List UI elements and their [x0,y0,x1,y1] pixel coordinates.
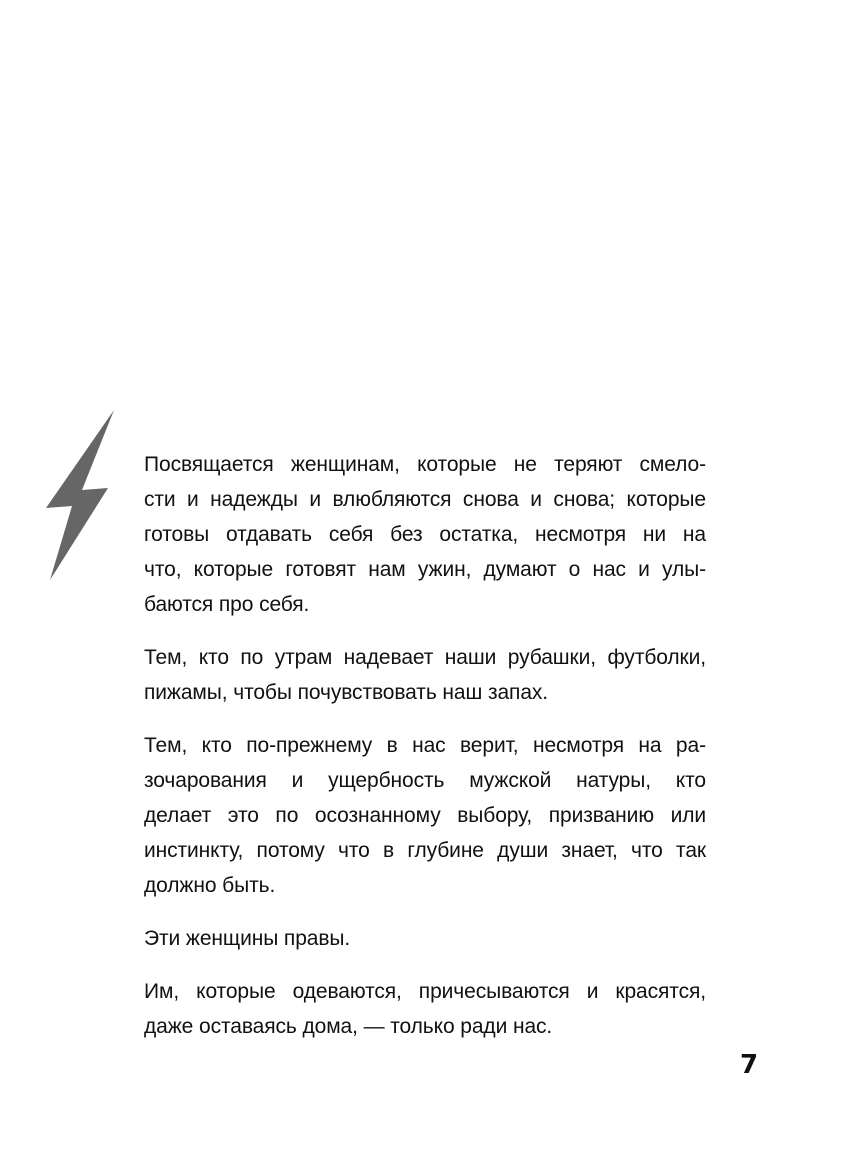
dedication-paragraph-4 [144,921,706,956]
text-line: баются про себя. [144,593,310,616]
text-line: даже оставаясь дома, — только ради нас. [144,1015,553,1038]
text-line: должно быть. [144,874,276,897]
text-line: зочарования и ущербность мужской натуры, кто [144,769,706,792]
text-line: готовы отдавать себя без остатка, несмотря ни на [144,523,706,546]
text-line: что, которые готовят нам ужин, думают о нас и улы- [144,558,706,581]
text-line: Посвящается женщинам, которые не теряют смело- [144,453,706,476]
text-line: Тем, кто по-прежнему в нас верит, несмотря на ра- [144,734,706,757]
dedication-paragraph-3 [144,728,706,903]
text-line: Эти женщины правы. [144,927,351,950]
page-number: 7 [740,1050,759,1080]
text-line: Им, которые одеваются, причесываются и красятся, [144,980,706,1003]
dedication-paragraph-2 [144,640,706,710]
text-line: инстинкту, потому что в глубине души знает, что так [144,839,706,862]
text-line: Тем, кто по утрам надевает наши рубашки, футболки, [144,646,706,669]
text-line: сти и надежды и влюбляются снова и снова; которые [144,488,706,511]
lightning-bolt-icon [46,410,120,580]
dedication-paragraph-5 [144,974,706,1044]
dedication-text [144,447,706,1062]
dedication-paragraph-1 [144,447,706,622]
text-line: пижамы, чтобы почувствовать наш запах. [144,681,549,704]
text-line: делает это по осознанному выбору, призванию или [144,804,706,827]
